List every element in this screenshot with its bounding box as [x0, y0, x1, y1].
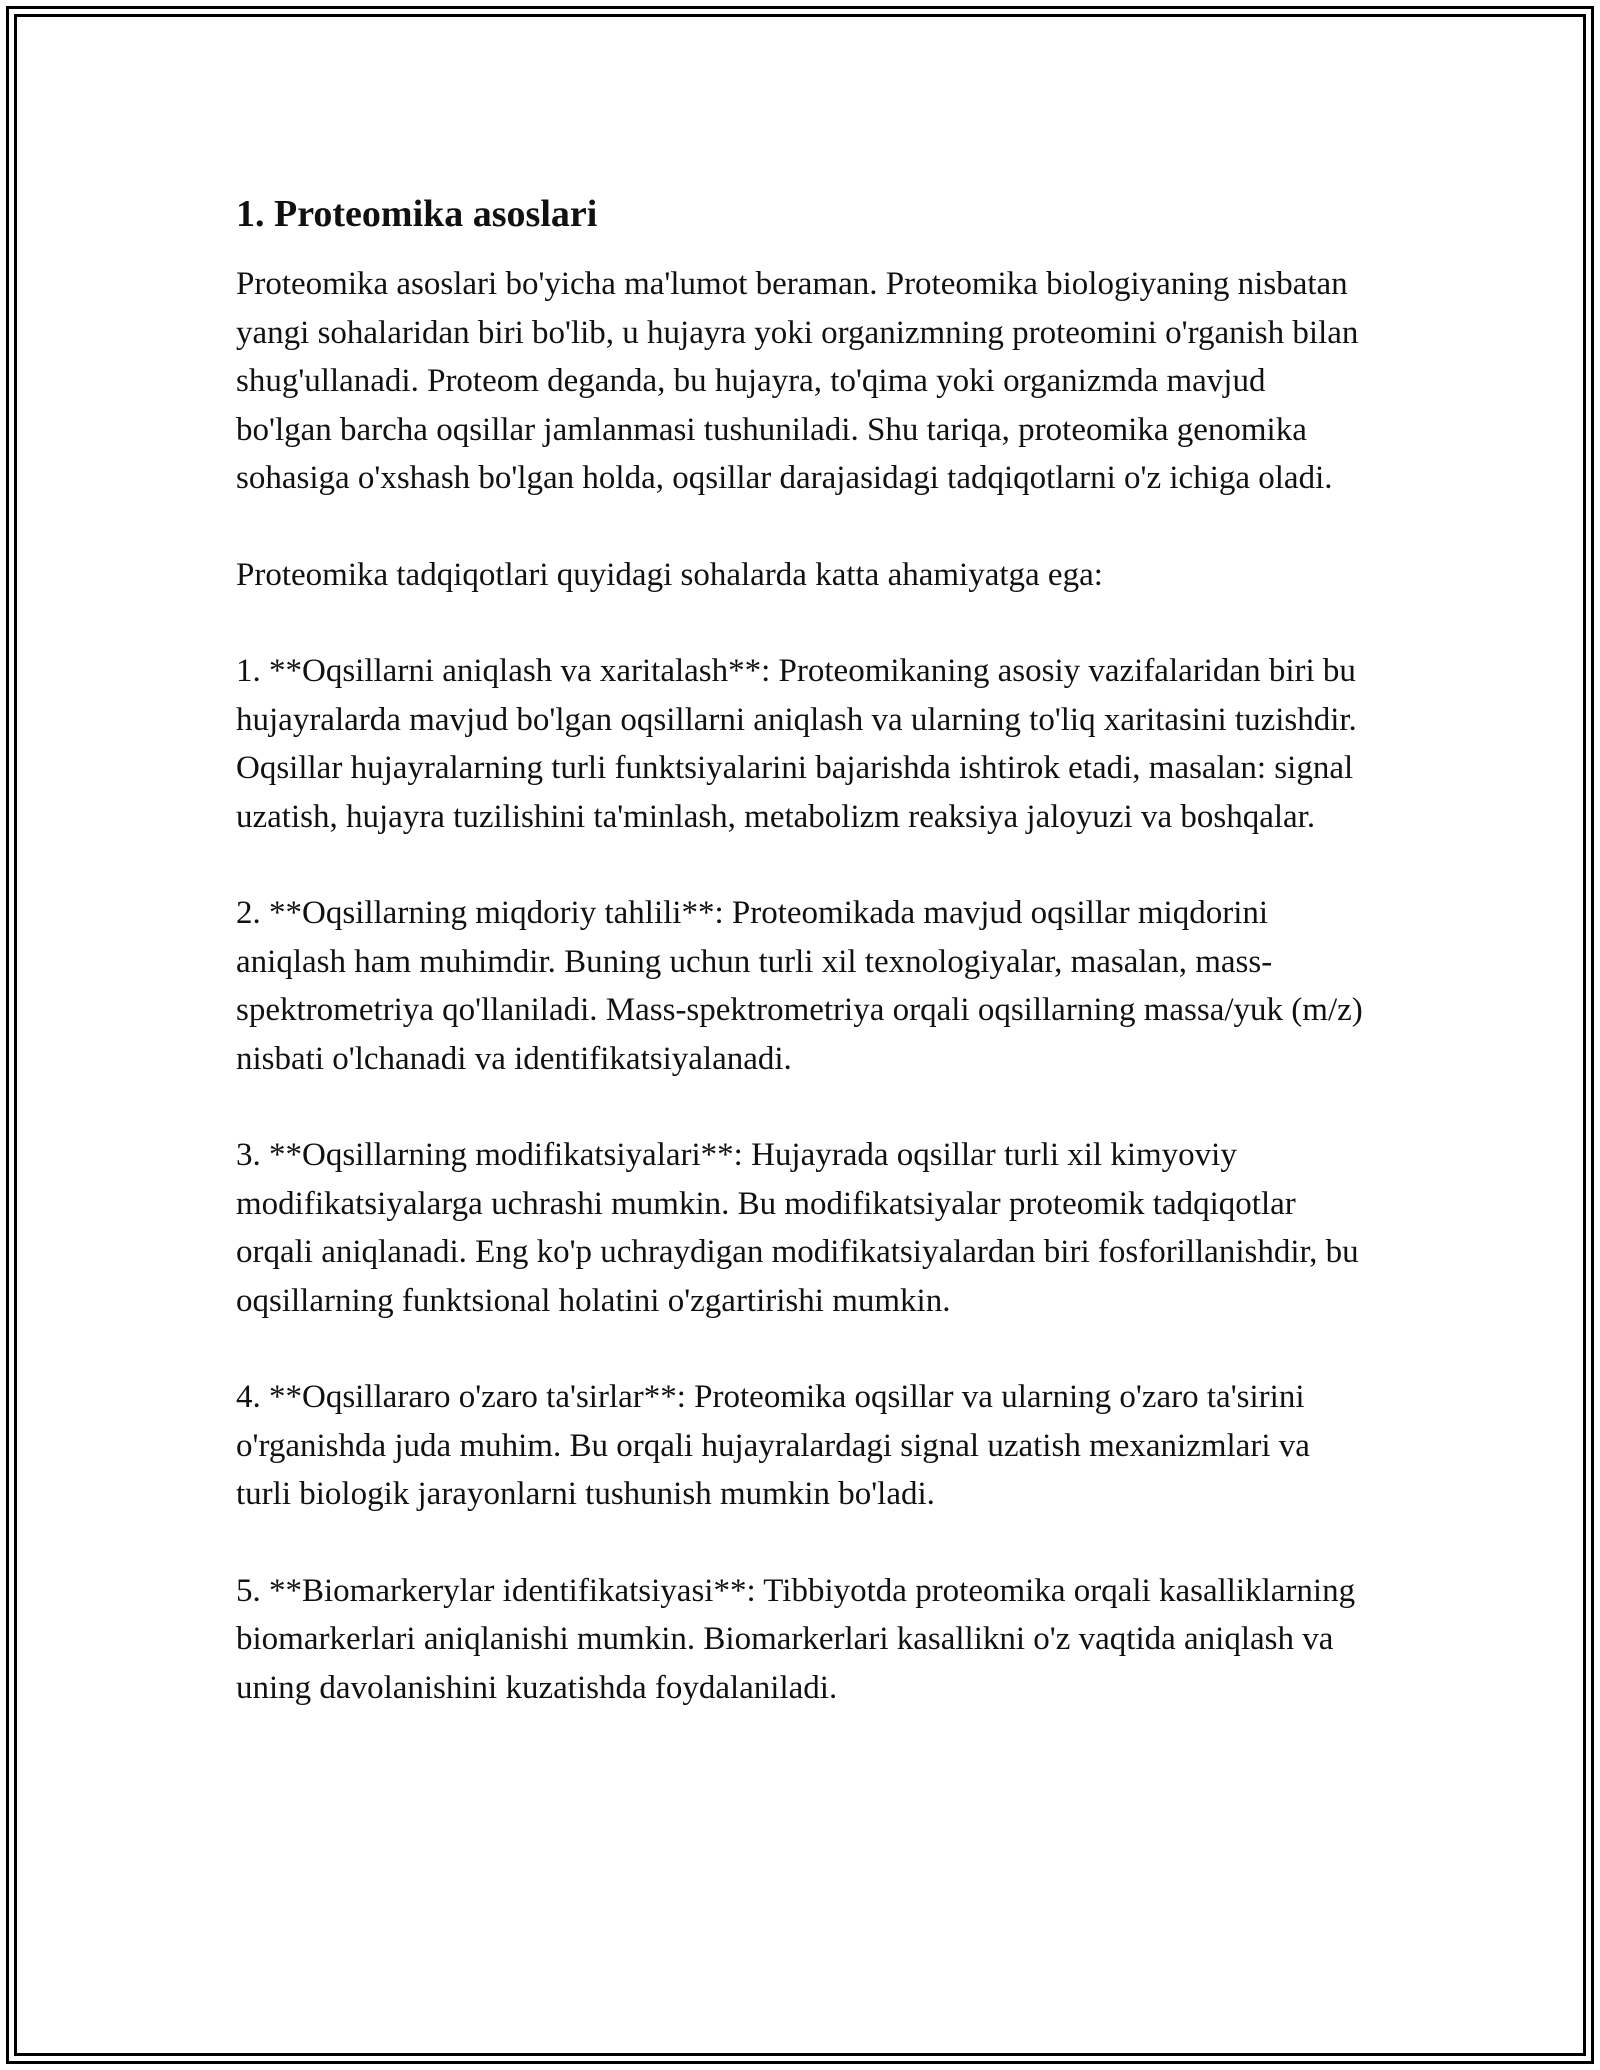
section-heading: 1. Proteomika asoslari [236, 193, 598, 235]
list-item: 4. **Oqsillararo o'zaro ta'sirlar**: Proteomika oqsillar va ularning o'zaro ta'sirini o'rganishda juda muhim. Bu orqali hujayralardagi signal uzatish mexanizmlari va turli biologik jarayonlarni tushunish mumkin bo'ladi. [236, 1379, 1310, 1512]
intro-paragraph: Proteomika asoslari bo'yicha ma'lumot beraman. Proteomika biologiyaning nisbatan yangi sohalaridan biri bo'lib, u hujayra yoki organizmning proteomini o'rganish bilan shug'ullanadi. Proteom deganda, bu hujayra, to'qima yoki organizmda mavjud bo'lgan barcha oqsillar jamlanmasi tushuniladi. Shu tariqa, proteomika genomika sohasiga o'xshash bo'lgan holda, oqsillar darajasidagi tadqiqotlarni o'z ichiga oladi. [236, 266, 1359, 496]
lead-paragraph: Proteomika tadqiqotlari quyidagi sohalarda katta ahamiyatga ega: [236, 556, 1103, 593]
list-item: 2. **Oqsillarning miqdoriy tahlili**: Proteomikada mavjud oqsillar miqdorini aniqlash ham muhimdir. Buning uchun turli xil texnologiyalar, masalan, mass-spektrometriya qo'llaniladi. Mass-spektrometriya orqali oqsillarning massa/yuk (m/z) nisbati o'lchanadi va identifikatsiyalanadi. [236, 895, 1363, 1077]
list-item: 1. **Oqsillarni aniqlash va xaritalash**: Proteomikaning asosiy vazifalaridan biri bu hujayralarda mavjud bo'lgan oqsillarni aniqlash va ularning to'liq xaritasini tuzishdir. Oqsillar hujayralarning turli funktsiyalarini bajarishda ishtirok etadi, masalan: signal uzatish, hujayra tuzilishini ta'minlash, metabolizm reaksiya jaloyuzi va boshqalar. [236, 653, 1357, 835]
document-body [236, 186, 1366, 1760]
list-item: 5. **Biomarkerylar identifikatsiyasi**: Tibbiyotda proteomika orqali kasalliklarning biomarkerlari aniqlanishi mumkin. Biomarkerlari kasallikni o'z vaqtida aniqlash va uning davolanishini kuzatishda foydalaniladi. [236, 1572, 1356, 1706]
list-item: 3. **Oqsillarning modifikatsiyalari**: Hujayrada oqsillar turli xil kimyoviy modifikatsiyalarga uchrashi mumkin. Bu modifikatsiyalar proteomik tadqiqotlar orqali aniqlanadi. Eng ko'p uchraydigan modifikatsiyalardan biri fosforillanishdir, bu oqsillarning funktsional holatini o'zgartirishi mumkin. [236, 1137, 1359, 1319]
